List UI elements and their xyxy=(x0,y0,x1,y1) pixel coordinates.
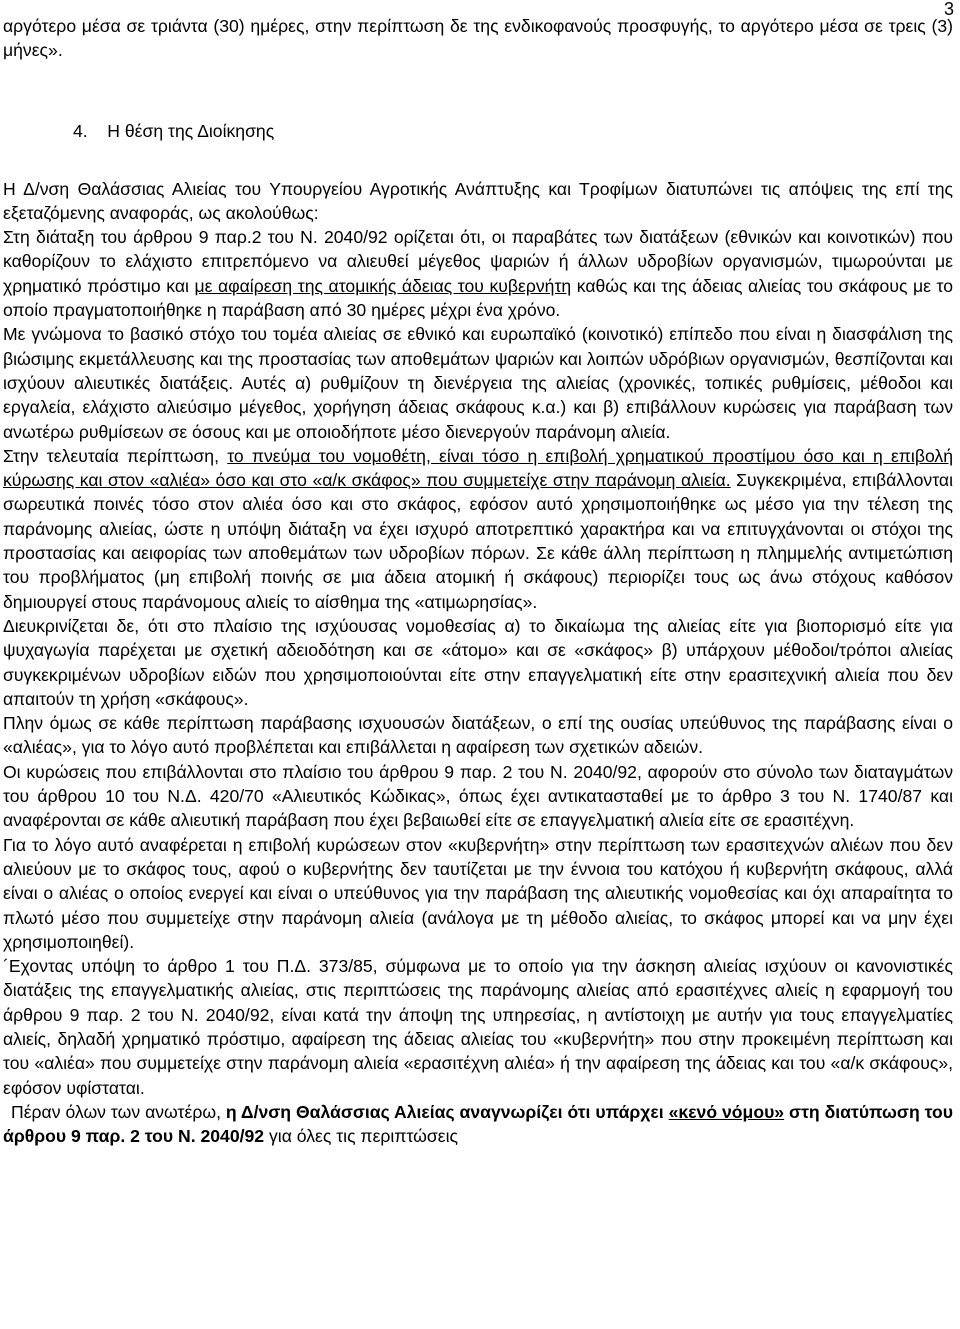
paragraph-4 xyxy=(3,444,953,614)
section-number: 4. xyxy=(73,120,88,141)
paragraph-3: Με γνώμονα το βασικό στόχο του τομέα αλιείας σε εθνικό και ευρωπαϊκό (κοινοτικό) επίπεδο που είναι η διασφάλιση της βιώσιμης εκμετάλλευσης και της προστασίας των αποθεμάτων ψαριών και λοιπών υδρόβιων οργανισμών, θεσπίζονται και ισχύουν αλιευτικές διατάξεις. Αυτές α) ρυθμίζουν τη διενέργεια της αλιείας (χρονικές, τοπικές ρυθμίσεις, μέθοδοι και εργαλεία, ελάχιστο αλιεύσιμο μέγεθος, χορήγηση άδειας σκάφους κ.α.) και β) επιβάλλουν κυρώσεις για παράβαση των ανωτέρω ρυθμίσεων σε όσους και με οποιοδήποτε μέσο διενεργούν παράνομη αλιεία. xyxy=(3,324,953,442)
paragraph-4-text-b: Συγκεκριμένα, επιβάλλονται σωρευτικά ποινές τόσο στον αλιέα όσο και στο σκάφος, εφόσον αυτό χρησιμοποιήθηκε ως μέσο για την τέλεση της παράνομης αλιείας, ώστε η υπόψη διάταξη να έχει ισχυρό αποτρεπτικό χαρακτήρα και να επιτυγχάνονται οι στόχοι της προστασίας και αειφορίας των αποθεμάτων των υδροβίων πόρων. Σε κάθε άλλη περίπτωση η πλημμελής αντιμετώπιση του προβλήματος (μη επιβολή ποινής σε μια άδεια ατομική ή σκάφους) περιορίζει τους ως άνω στόχους καθόσον δημιουργεί στους παράνομους αλιείς το αίσθημα της «ατιμωρησίας». xyxy=(3,470,953,612)
paragraph-10-bold-b: στη διατύπωση του άρθρου 9 παρ. 2 του Ν. 2040/92 xyxy=(3,1101,953,1147)
paragraph-9: ´Εχοντας υπόψη το άρθρο 1 του Π.Δ. 373/85, σύμφωνα με το οποίο για την άσκηση αλιείας ισχύουν οι κανονιστικές διατάξεις της επαγγελματικής αλιείας, στις περιπτώσεις της παράνομης αλιείας από ερασιτέχνες αλιείς η εφαρμογή του άρθρου 9 παρ. 2 του Ν. 2040/92, είναι κατά την άποψη της υπηρεσίας, η αντίστοιχη με αυτήν για τους επαγγελματίες αλιείς, δηλαδή χρηματικό πρόστιμο, αφαίρεση της άδειας αλιείας του «κυβερνήτη» που στην προκειμένη περίπτωση και του «αλιέα» που συμμετείχε στην παράνομη αλιεία «ερασιτέχνη αλιέα» ή την αφαίρεση της άδειας και του «α/κ σκάφους», εφόσον υφίσταται. xyxy=(3,956,953,1098)
paragraph-10-text-a: Πέραν όλων των ανωτέρω, xyxy=(11,1101,226,1122)
paragraph-2-text-b: καθώς και της άδειας αλιείας του σκάφους με το οποίο πραγματοποιήθηκε η παράβαση από 30 ημέρες μέχρι ένα χρόνο. xyxy=(3,275,954,321)
paragraph-5: Διευκρινίζεται δε, ότι στο πλαίσιο της ισχύουσας νομοθεσίας α) το δικαίωμα της αλιείας είτε για βιοπορισμό είτε για ψυχαγωγία παρέχεται με σχετική αδειοδότηση και σε «άτομο» και σε «σκάφος» β) υπάρχουν μέθοδοι/τρόποι αλιείας συγκεκριμένων υδροβίων ειδών που χρησιμοποιούνται είτε στην επαγγελματική είτε στην ερασιτεχνική αλιεία που δεν απαιτούν τη χρήση «σκάφους». xyxy=(3,615,953,709)
section-title: Η θέση της Διοίκησης xyxy=(107,120,275,141)
paragraph-2 xyxy=(3,225,953,322)
paragraph-7: Οι κυρώσεις που επιβάλλονται στο πλαίσιο του άρθρου 9 παρ. 2 του Ν. 2040/92, αφορούν στο σύνολο των διαταγμάτων του άρθρου 10 του Ν.Δ. 420/70 «Αλιευτικός Κώδικας», όπως έχει αντικατασταθεί με το άρθρο 3 του Ν. 1740/87 και αναφέρονται σε κάθε αλιευτική παράβαση που έχει βεβαιωθεί είτε σε επαγγελματική αλιεία είτε σε ερασιτέχνη. xyxy=(3,761,953,831)
paragraph-10-text-d: για όλες τις περιπτώσεις xyxy=(264,1126,458,1147)
paragraph-10-underlined: «κενό νόμου» xyxy=(668,1101,785,1122)
page-number: 3 xyxy=(943,0,954,19)
section-heading xyxy=(3,119,953,152)
paragraph-6: Πλην όμως σε κάθε περίπτωση παράβασης ισχυουσών διατάξεων, ο επί της ουσίας υπεύθυνος της παράβασης είναι ο «αλιέας», για το λόγο αυτό προβλέπεται και επιβάλλεται η αφαίρεση των σχετικών αδειών. xyxy=(3,713,953,758)
paragraph-8: Για το λόγο αυτό αναφέρεται η επιβολή κυρώσεων στον «κυβερνήτη» στην περίπτωση των ερασιτεχνών αλιέων που δεν αλιεύουν με το σκάφος τους, αφού ο κυβερνήτης δεν ταυτίζεται με την έννοια του κατόχου ή κυβερνήτη σκάφους, αλλά είναι ο αλιέας ο οποίος ενεργεί και είναι ο υπεύθυνος για την παράβαση της αλιευτικής νομοθεσίας και όχι απαραίτητα το πλωτό μέσο που συμμετείχε στην παράνομη αλιεία (ανάλογα με τη μέθοδο αλιείας, το σκάφος μπορεί και να μην έχει χρησιμοποιηθεί). xyxy=(3,834,953,952)
paragraph-4-text-a: Στην τελευταία περίπτωση, xyxy=(3,445,228,466)
document-body xyxy=(3,14,953,1148)
paragraph-4-underlined: το πνεύμα του νομοθέτη, είναι τόσο η επιβολή χρηματικού προστίμου όσο και η επιβολή κύρωσης και στον «αλιέα» όσο και στο «α/κ σκάφος» που συμμετείχε στην παράνομη αλιεία. xyxy=(3,445,953,491)
paragraph-10-bold-a: η Δ/νση Θαλάσσιας Αλιείας αναγνωρίζει ότι υπάρχει xyxy=(225,1101,669,1122)
paragraph-2-underlined: με αφαίρεση της ατομικής άδειας του κυβερνήτη xyxy=(194,275,572,296)
paragraph-10 xyxy=(3,1100,953,1149)
intro-paragraph: αργότερο μέσα σε τριάντα (30) ημέρες, στην περίπτωση δε της ενδικοφανούς προσφυγής, το αργότερο μέσα σε τρεις (3) μήνες». xyxy=(3,16,953,61)
paragraph-2-text-a: Στη διάταξη του άρθρου 9 παρ.2 του Ν. 2040/92 ορίζεται ότι, οι παραβάτες των διατάξεων (εθνικών και κοινοτικών) που καθορίζουν το ελάχιστο επιτρεπόμενο να αλιευθεί μέγεθος ψαριών ή άλλων υδροβίων οργανισμών, τιμωρούνται με χρηματικό πρόστιμο και xyxy=(3,227,953,296)
paragraph-1: Η Δ/νση Θαλάσσιας Αλιείας του Υπουργείου Αγροτικής Ανάπτυξης και Τροφίμων διατυπώνει τις απόψεις της επί της εξεταζόμενης αναφοράς, ως ακολούθως: xyxy=(3,178,953,223)
